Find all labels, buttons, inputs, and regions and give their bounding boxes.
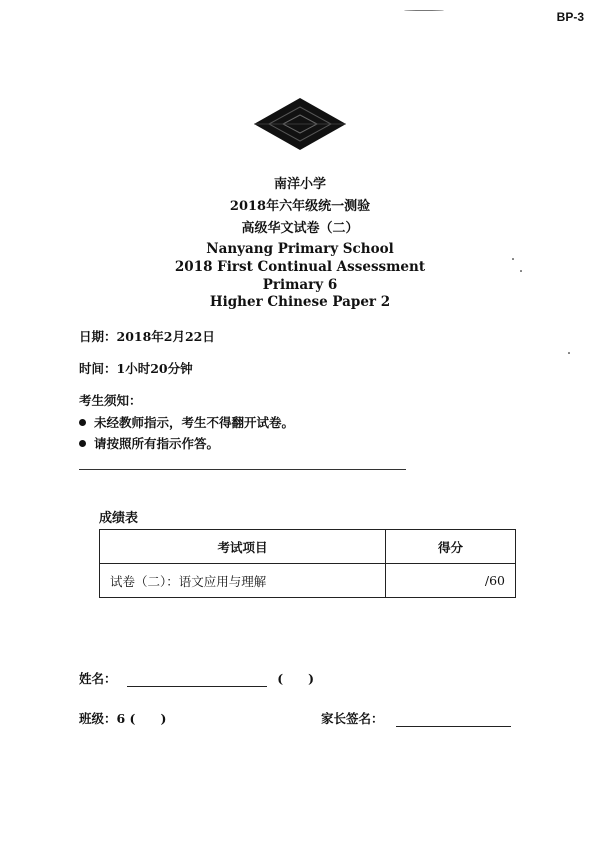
bullet-icon <box>79 440 86 447</box>
score-table <box>99 529 516 598</box>
divider <box>79 469 406 470</box>
scan-speck <box>520 270 522 272</box>
instructions-heading: 考生须知： <box>79 393 142 408</box>
bullet-icon <box>79 419 86 426</box>
paper-title-cn: 高级华文试卷（二） <box>241 221 359 236</box>
exam-title-cn: 2018年六年级统一测验 <box>229 199 371 214</box>
header-item: 考试项目 <box>100 530 386 564</box>
name-label: 姓名： <box>79 671 117 686</box>
class-row <box>79 709 166 727</box>
name-row <box>79 669 314 687</box>
class-label: 班级：6 ( ) <box>79 711 167 726</box>
parent-signature-label: 家长签名： <box>321 711 384 726</box>
scan-speck <box>512 258 514 260</box>
exam-title-en: 2018 First Continual Assessment <box>174 259 426 275</box>
school-name-cn: 南洋小学 <box>273 177 326 192</box>
header-score: 得分 <box>386 530 516 564</box>
instruction-item <box>79 413 294 431</box>
table-row <box>100 564 516 598</box>
school-logo <box>253 97 347 151</box>
level-en: Primary 6 <box>262 277 338 293</box>
scan-speck <box>404 10 444 11</box>
row-score: /60 <box>386 564 516 598</box>
exam-date: 日期：2018年2月22日 <box>79 329 215 344</box>
school-name-en: Nanyang Primary School <box>206 241 394 257</box>
parent-signature-row <box>321 709 511 727</box>
paper-title-en: Higher Chinese Paper 2 <box>209 294 391 310</box>
row-item: 试卷（二）：语文应用与理解 <box>100 564 386 598</box>
exam-duration: 时间：1小时20分钟 <box>79 361 193 376</box>
instruction-item <box>79 434 219 452</box>
scan-speck <box>568 352 570 354</box>
instruction-text: 请按照所有指示作答。 <box>94 436 220 451</box>
index-number-paren: ( ) <box>277 671 315 686</box>
instruction-text: 未经教师指示，考生不得翻开试卷。 <box>94 415 295 430</box>
score-table-title: 成绩表 <box>99 511 139 526</box>
parent-signature-field[interactable] <box>396 726 511 727</box>
name-field[interactable] <box>127 686 267 687</box>
score-table-header-row <box>100 530 516 564</box>
page-code: BP-3 <box>556 10 584 24</box>
